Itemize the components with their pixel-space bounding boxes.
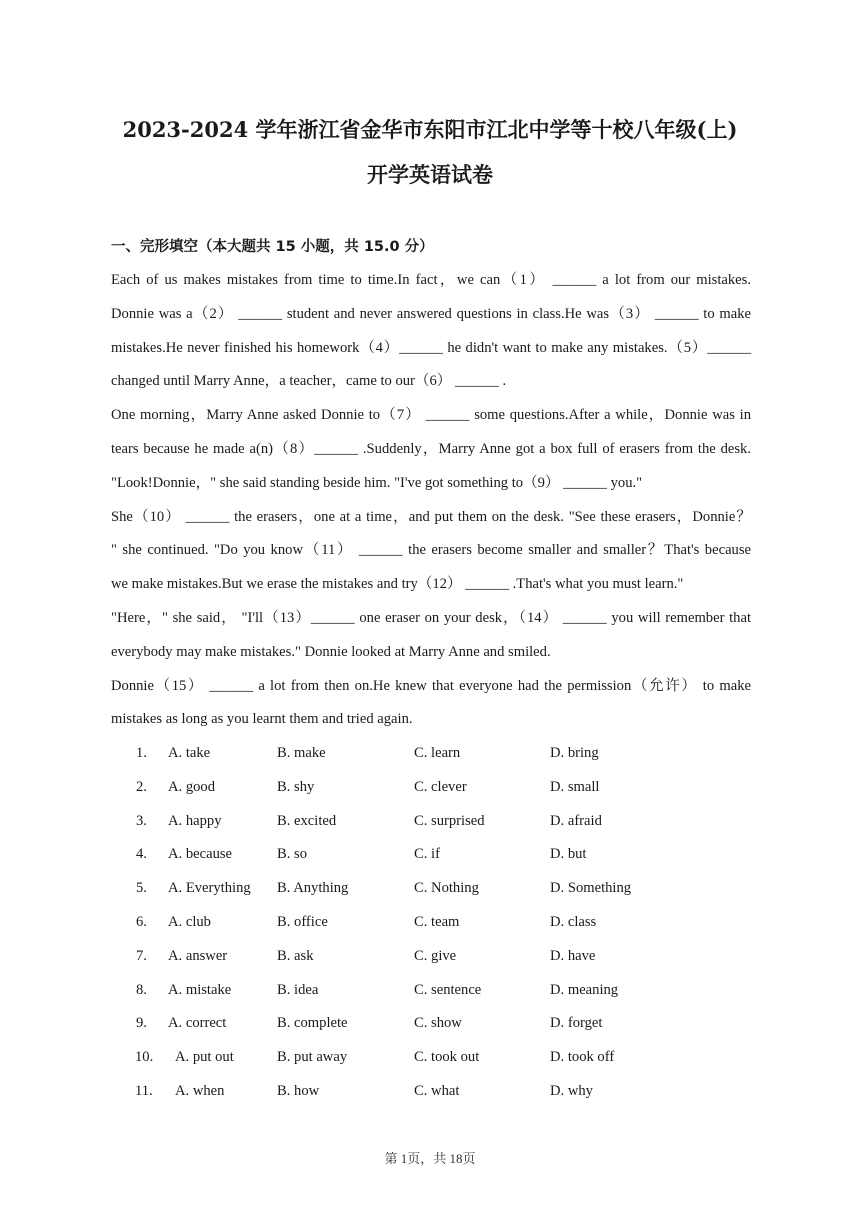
page-title-line-1: 2023-2024 学年浙江省金华市东阳市江北中学等十校八年级(上): [122, 117, 738, 142]
option-a: A. answer: [168, 947, 228, 964]
option-b: B. how: [277, 1082, 320, 1099]
option-a: A. good: [168, 778, 216, 795]
page-footer: 第 1页，共 18页: [384, 1151, 476, 1166]
passage-line: She（10） ______ the erasers，one at a time，and put them on the desk. "See these erasers，Donnie？: [111, 508, 751, 525]
question-number: 8.: [136, 981, 147, 998]
page-title-line-2: 开学英语试卷: [367, 162, 493, 187]
passage-line: Donnie（15） ______ a lot from then on.He knew that everyone had the permission（允许） to make: [111, 677, 751, 694]
option-d: D. Something: [550, 880, 632, 897]
cloze-passage: [111, 266, 751, 739]
option-a: A. mistake: [168, 981, 232, 998]
passage-line: we make mistakes.But we erase the mistakes and try（12） ______ .That's what you must learn.": [111, 576, 684, 593]
option-row: [111, 774, 751, 808]
option-row: [111, 808, 751, 842]
option-b: B. Anything: [277, 880, 349, 897]
option-row: [111, 943, 751, 977]
option-d: D. afraid: [550, 812, 602, 829]
option-d: D. meaning: [550, 981, 619, 998]
section-heading: 一、完形填空（本大题共 15 小题，共 15.0 分）: [111, 239, 434, 255]
option-b: B. ask: [277, 947, 314, 964]
option-a: A. when: [175, 1082, 225, 1099]
option-d: D. forget: [550, 1015, 603, 1032]
option-a: A. club: [168, 913, 211, 930]
option-c: C. give: [414, 947, 457, 964]
passage-line: Each of us makes mistakes from time to time.In fact，we can（1） ______ a lot from our mistakes.: [111, 272, 751, 288]
passage-line: "Here，" she said， "I'll（13）______ one eraser on your desk，（14） ______ you will remember that: [111, 609, 751, 626]
option-d: D. took off: [550, 1049, 615, 1066]
passage-line: everybody may make mistakes." Donnie looked at Marry Anne and smiled.: [111, 643, 551, 660]
option-c: C. sentence: [414, 981, 482, 998]
question-number: 10.: [135, 1049, 154, 1066]
question-number: 1.: [136, 745, 147, 761]
option-c: C. learn: [414, 745, 461, 761]
question-number: 4.: [136, 846, 147, 863]
option-b: B. idea: [277, 981, 319, 998]
option-b: B. make: [277, 745, 326, 761]
question-number: 7.: [136, 947, 147, 964]
option-b: B. excited: [277, 812, 337, 829]
passage-line: mistakes.He never finished his homework（4）______ he didn't want to make any mistakes.（5）______: [111, 339, 751, 356]
option-d: D. why: [550, 1082, 593, 1099]
option-a: A. because: [168, 846, 233, 863]
passage-line: mistakes as long as you learnt them and tried again.: [111, 711, 413, 728]
option-c: C. clever: [414, 778, 467, 795]
passage-line: Donnie was a（2） ______ student and never answered questions in class.He was（3） ______ to make: [111, 305, 751, 322]
option-row: [111, 875, 751, 909]
option-c: C. surprised: [414, 812, 485, 829]
option-row: [111, 1078, 751, 1112]
question-number: 2.: [136, 778, 147, 795]
option-b: B. so: [277, 846, 308, 863]
option-d: D. class: [550, 913, 597, 930]
option-row: [111, 1010, 751, 1044]
question-number: 9.: [136, 1015, 147, 1032]
option-row: [111, 740, 751, 774]
option-c: C. team: [414, 913, 460, 930]
passage-line: "Look!Donnie，" she said standing beside him. "I've got something to（9） ______ you.": [111, 474, 643, 491]
option-b: B. complete: [277, 1015, 348, 1032]
option-a: A. happy: [168, 812, 222, 829]
option-c: C. if: [414, 846, 440, 863]
option-d: D. small: [550, 778, 600, 795]
option-b: B. office: [277, 913, 328, 930]
option-a: A. Everything: [168, 880, 251, 897]
passage-line: " she continued. "Do you know（11） ______ the erasers become smaller and smaller？That's because: [111, 542, 751, 559]
option-a: A. correct: [168, 1015, 227, 1032]
option-c: C. took out: [414, 1049, 480, 1066]
option-a: A. take: [168, 745, 211, 761]
option-d: D. but: [550, 846, 587, 863]
question-number: 5.: [136, 880, 147, 897]
option-d: D. bring: [550, 745, 599, 761]
option-c: C. show: [414, 1015, 462, 1032]
option-c: C. what: [414, 1082, 460, 1099]
passage-line: tears because he made a(n)（8）______ .Suddenly，Marry Anne got a box full of erasers from the desk.: [111, 440, 751, 457]
option-row: [111, 841, 751, 875]
option-row: [111, 909, 751, 943]
option-a: A. put out: [175, 1049, 234, 1066]
option-b: B. shy: [277, 778, 315, 795]
option-d: D. have: [550, 947, 596, 964]
option-row: [111, 977, 751, 1011]
question-number: 3.: [136, 812, 147, 829]
option-b: B. put away: [277, 1049, 348, 1066]
passage-line: One morning，Marry Anne asked Donnie to（7） ______ some questions.After a while，Donnie was in: [111, 407, 751, 424]
option-row: [111, 1044, 751, 1078]
passage-line: changed until Marry Anne，a teacher，came to our（6） ______ .: [111, 373, 507, 390]
option-c: C. Nothing: [414, 880, 479, 897]
question-number: 6.: [136, 913, 147, 930]
question-number: 11.: [135, 1082, 153, 1099]
answer-options-list: [111, 740, 751, 1112]
